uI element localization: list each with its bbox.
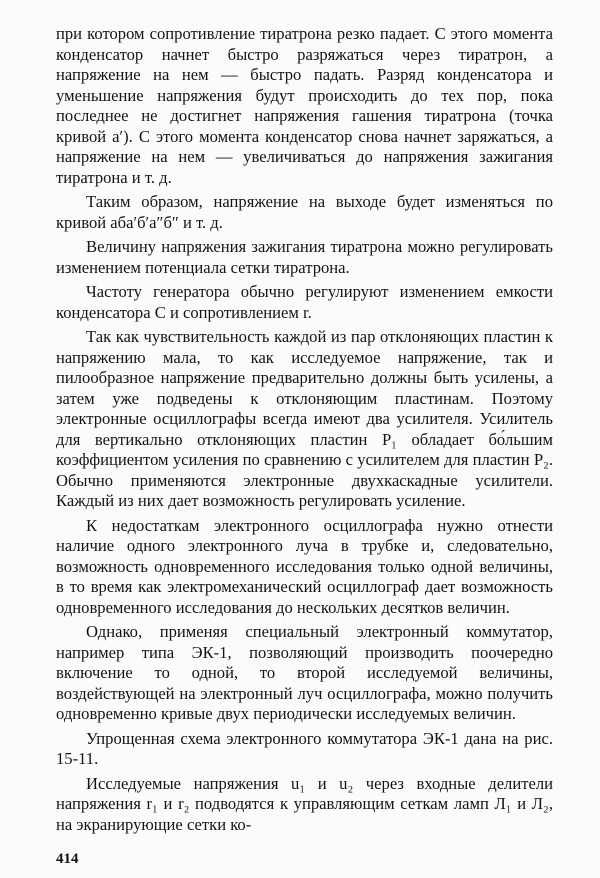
page-number: 414 [56, 851, 79, 867]
paragraph-ignition-voltage: Величину напряжения зажигания тиратрона можно регулировать изменением потенциала сетки тиратрона. [56, 237, 553, 277]
paragraph-commutator: Однако, применяя специальный электронный коммутатор, например типа ЭК-1, позволяющий производить поочередно включение то одной, то второй исследуемой величины, воздействующей на электронный луч осциллографа, можно получить одновременно кривые двух периодически исследуемых величин. [56, 622, 553, 723]
paragraph-input-voltages: Исследуемые напряжения u₁ и u₂ через входные делители напряжения r₁ и r₂ подводятся к управляющим сеткам ламп Л₁ и Л₂, на экранирующие сетки ко- [56, 773, 553, 834]
paragraph-output-curve: Таким образом, напряжение на выходе будет изменяться по кривой аба′б′а″б″ и т. д. [56, 192, 553, 232]
paragraph-thyratron-discharge: при котором сопротивление тиратрона резко падает. С этого момента конденсатор начнет быстро разряжаться через тиратрон, а напряжение на нем — быстро падать. Разряд конденсатора и уменьшение напряжения будут происходить до тех пор, пока последнее не достигнет напряжения гашения тиратрона (точка кривой а′). С этого момента конденсатор снова начнет заряжаться, а напряжение на нем — увеличиваться до напряжения зажигания тиратрона и т. д. [56, 24, 553, 187]
paragraph-generator-frequency: Частоту генератора обычно регулируют изменением емкости конденсатора С и сопротивлением r. [56, 282, 553, 322]
paragraph-amplifiers: Так как чувствительность каждой из пар отклоняющих пластин к напряжению мала, то как исследуемое напряжение, так и пилообразное напряжение предварительно должны быть усилены, а затем уже подведены к отклоняющим пластинам. Поэтому электронные осциллографы всегда имеют два усилителя. Усилитель для вертикально отклоняющих пластин P₁ обладает бо́льшим коэффициентом усиления по сравнению с усилителем для пластин P₂. Обычно применяются электронные двухкаскадные усилители. Каждый из них дает возможность регулировать усиление. [56, 327, 553, 510]
paragraph-disadvantages: К недостаткам электронного осциллографа нужно отнести наличие одного электронного луча в трубке и, следовательно, возможность одновременного исследования только одной величины, в то время как электромеханический осциллограф дает возможность одновременного исследования до нескольких десятков величин. [56, 515, 553, 617]
paragraph-figure-reference: Упрощенная схема электронного коммутатора ЭК-1 дана на рис. 15-11. [56, 728, 553, 768]
body-text [56, 24, 553, 839]
